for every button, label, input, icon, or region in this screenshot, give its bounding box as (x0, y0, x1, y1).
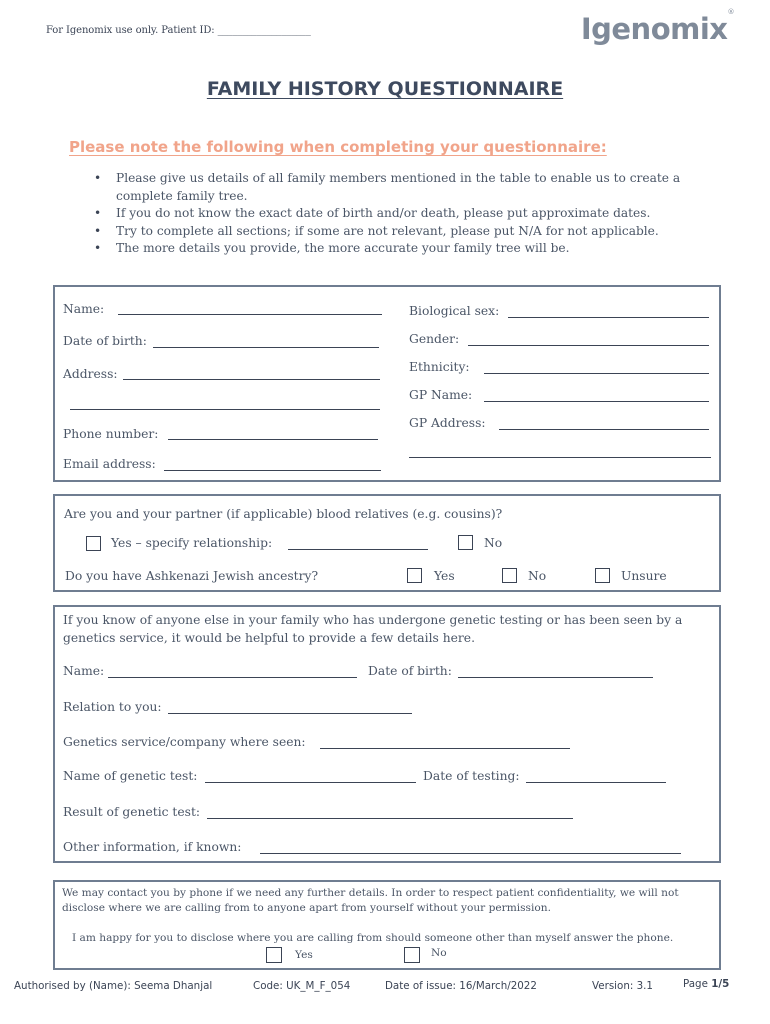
gp-address-field-line-2[interactable] (409, 457, 711, 458)
list-item: • Please give us details of all family members mentioned in the table to enable us to create a complete family tree. (94, 170, 704, 205)
footer-date-of-issue: Date of issue: 16/March/2022 (385, 980, 537, 992)
name-field[interactable] (118, 314, 382, 315)
relative-name-field[interactable] (108, 677, 357, 678)
genetic-testing-intro: If you know of anyone else in your family who has undergone genetic testing or has been seen by a genetics service, it would be helpful to provide a few details here. (63, 613, 683, 645)
footer-authorised-by: Authorised by (Name): Seema Dhanjal (14, 980, 213, 992)
relation-field[interactable] (168, 713, 412, 714)
relative-name-label: Name: (63, 664, 105, 678)
notes-list (94, 170, 704, 258)
notes-heading: Please note the following when completing your questionnaire: (69, 138, 607, 156)
logo-registered-mark: ® (727, 8, 734, 17)
consent-yes-checkbox[interactable] (266, 947, 282, 963)
ashkenazi-yes-checkbox[interactable] (407, 568, 422, 583)
dob-label: Date of birth: (63, 334, 147, 348)
address-field-line-1[interactable] (123, 379, 380, 380)
email-label: Email address: (63, 457, 156, 471)
sex-field[interactable] (508, 317, 709, 318)
test-result-label: Result of genetic test: (63, 805, 201, 819)
relative-dob-label: Date of birth: (368, 664, 452, 678)
test-name-field[interactable] (205, 782, 416, 783)
test-name-label: Name of genetic test: (63, 769, 198, 783)
address-field-line-2[interactable] (70, 409, 380, 410)
igenomix-logo (580, 8, 734, 46)
consent-yes-label: Yes (295, 949, 313, 961)
gp-name-field[interactable] (484, 401, 709, 402)
ashkenazi-question: Do you have Ashkenazi Jewish ancestry? (65, 569, 319, 583)
relationship-field[interactable] (288, 549, 428, 550)
logo-text: Igenomix (580, 12, 728, 46)
relation-label: Relation to you: (63, 700, 162, 714)
ashkenazi-no-checkbox[interactable] (502, 568, 517, 583)
list-item: • The more details you provide, the more accurate your family tree will be. (94, 240, 704, 258)
gender-field[interactable] (468, 345, 709, 346)
consent-no-checkbox[interactable] (404, 947, 420, 963)
phone-label: Phone number: (63, 427, 159, 441)
test-date-label: Date of testing: (423, 769, 520, 783)
email-field[interactable] (164, 470, 381, 471)
other-info-field[interactable] (260, 853, 681, 854)
relative-dob-field[interactable] (458, 677, 653, 678)
ashkenazi-yes-label: Yes (434, 569, 455, 583)
ashkenazi-unsure-label: Unsure (621, 569, 667, 583)
gp-address-field-line-1[interactable] (499, 429, 709, 430)
test-date-field[interactable] (526, 782, 666, 783)
phone-field[interactable] (168, 439, 378, 440)
list-item: • If you do not know the exact date of birth and/or death, please put approximate dates. (94, 205, 704, 223)
dob-field[interactable] (153, 347, 379, 348)
ethnicity-field[interactable] (484, 373, 709, 374)
address-label: Address: (63, 367, 118, 381)
page-title: FAMILY HISTORY QUESTIONNAIRE (206, 78, 564, 100)
gp-address-label: GP Address: (409, 416, 486, 430)
footer-page-number: Page 1/5 (683, 978, 730, 990)
sex-label: Biological sex: (409, 304, 500, 318)
test-result-field[interactable] (207, 818, 573, 819)
service-field[interactable] (320, 748, 570, 749)
consent-statement: I am happy for you to disclose where you are calling from should someone other than myself answer the phone. (72, 932, 674, 944)
name-label: Name: (63, 302, 105, 316)
ethnicity-label: Ethnicity: (409, 360, 470, 374)
service-label: Genetics service/company where seen: (63, 735, 306, 749)
consent-no-label: No (431, 947, 447, 959)
blood-relatives-question: Are you and your partner (if applicable) blood relatives (e.g. cousins)? (64, 507, 503, 521)
internal-use-note: For Igenomix use only. Patient ID: ___________________ (46, 25, 311, 36)
contact-text: We may contact you by phone if we need any further details. In order to respect patient confidentiality, we will not disclose where we are calling from to anyone apart from yourself without your permission. (62, 887, 679, 914)
relatives-no-label: No (484, 536, 503, 550)
footer-version: Version: 3.1 (592, 980, 653, 992)
relatives-yes-checkbox[interactable] (86, 536, 101, 551)
relatives-yes-label: Yes – specify relationship: (111, 536, 273, 550)
other-info-label: Other information, if known: (63, 840, 242, 854)
gp-name-label: GP Name: (409, 388, 473, 402)
footer-code: Code: UK_M_F_054 (253, 980, 351, 992)
list-item: • Try to complete all sections; if some are not relevant, please put N/A for not applicable. (94, 223, 704, 241)
gender-label: Gender: (409, 332, 460, 346)
relatives-no-checkbox[interactable] (458, 535, 473, 550)
ashkenazi-unsure-checkbox[interactable] (595, 568, 610, 583)
ashkenazi-no-label: No (528, 569, 547, 583)
